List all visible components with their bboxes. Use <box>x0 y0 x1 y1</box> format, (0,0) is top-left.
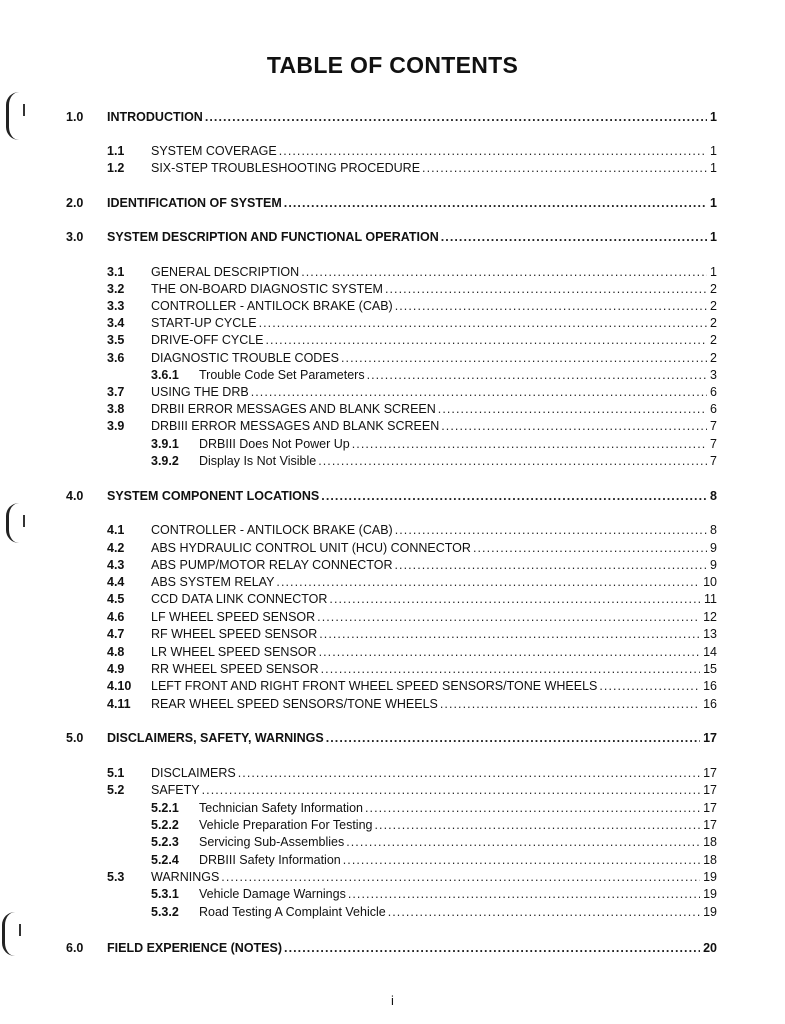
toc-entry <box>107 265 717 279</box>
toc-entry <box>107 419 717 433</box>
section-number: 5.2.4 <box>151 853 179 867</box>
page-reference: 17 <box>703 766 717 780</box>
page-reference: 8 <box>710 523 717 537</box>
page-reference: 1 <box>710 144 717 158</box>
toc-entry <box>107 575 717 589</box>
section-title: INTRODUCTION <box>107 110 203 124</box>
section-title: START-UP CYCLE <box>151 316 257 330</box>
section-number: 3.2 <box>107 282 125 296</box>
section-title: CONTROLLER - ANTILOCK BRAKE (CAB) <box>151 299 393 313</box>
section-title: Vehicle Damage Warnings <box>199 887 346 901</box>
toc-entry <box>151 454 717 468</box>
section-number: 3.4 <box>107 316 125 330</box>
section-title: DIAGNOSTIC TROUBLE CODES <box>151 351 339 365</box>
section-title: DRBIII ERROR MESSAGES AND BLANK SCREEN <box>151 419 440 433</box>
section-number: 3.9.1 <box>151 437 179 451</box>
section-number: 5.2 <box>107 783 125 797</box>
page-reference: 6 <box>710 402 717 416</box>
page-reference: 11 <box>704 592 717 606</box>
toc-entry <box>107 610 717 624</box>
dot-leader <box>259 316 707 330</box>
section-title: SYSTEM COVERAGE <box>151 144 277 158</box>
page-reference: 2 <box>710 316 717 330</box>
dot-leader <box>394 558 707 572</box>
section-title: Display Is Not Visible <box>199 454 317 468</box>
page-reference: 1 <box>710 230 717 244</box>
toc-entry <box>107 402 717 416</box>
dot-leader <box>473 541 707 555</box>
section-number: 3.5 <box>107 333 125 347</box>
section-number: 5.2.3 <box>151 835 179 849</box>
section-title: DRBIII Safety Information <box>199 853 341 867</box>
dot-leader <box>599 679 700 693</box>
section-number: 4.2 <box>107 541 125 555</box>
section-title: LF WHEEL SPEED SENSOR <box>151 610 316 624</box>
page-reference: 7 <box>710 454 717 468</box>
toc-entry <box>107 523 717 537</box>
section-number: 3.9.2 <box>151 454 179 468</box>
section-number: 3.8 <box>107 402 125 416</box>
toc-entry <box>107 783 717 797</box>
section-number: 1.1 <box>107 144 125 158</box>
dot-leader <box>317 610 700 624</box>
section-number: 4.6 <box>107 610 125 624</box>
toc-entry <box>107 541 717 555</box>
section-number: 1.2 <box>107 161 125 175</box>
dot-leader <box>422 161 707 175</box>
dot-leader <box>284 196 707 210</box>
binder-hole-mark <box>6 92 19 140</box>
section-number: 1.0 <box>66 110 84 124</box>
page-reference: 19 <box>703 905 717 919</box>
dot-leader <box>365 801 700 815</box>
page-reference: 14 <box>703 645 717 659</box>
section-number: 4.10 <box>107 679 132 693</box>
section-title: Technician Safety Information <box>199 801 363 815</box>
page-reference: 17 <box>703 801 717 815</box>
page-reference: 2 <box>710 333 717 347</box>
page-reference: 17 <box>703 818 717 832</box>
toc-entry <box>66 489 717 503</box>
section-title: DRBII ERROR MESSAGES AND BLANK SCREEN <box>151 402 436 416</box>
dot-leader <box>238 766 700 780</box>
dot-leader <box>266 333 708 347</box>
page-reference: 2 <box>710 351 717 365</box>
section-number: 5.3.1 <box>151 887 179 901</box>
toc-entry <box>66 110 717 124</box>
dot-leader <box>202 783 700 797</box>
toc-entry <box>107 662 717 676</box>
section-number: 4.4 <box>107 575 125 589</box>
dot-leader <box>321 489 707 503</box>
page-reference: 10 <box>703 575 717 589</box>
toc-entry <box>107 333 717 347</box>
toc-entry <box>107 161 717 175</box>
toc-entry <box>107 679 717 693</box>
toc-entry <box>151 368 717 382</box>
section-title: Vehicle Preparation For Testing <box>199 818 373 832</box>
toc-entry <box>107 316 717 330</box>
dot-leader <box>374 818 700 832</box>
section-number: 3.0 <box>66 230 84 244</box>
section-title: ABS HYDRAULIC CONTROL UNIT (HCU) CONNECTOR <box>151 541 471 555</box>
section-number: 4.5 <box>107 592 125 606</box>
page-reference: 2 <box>710 299 717 313</box>
page-reference: 3 <box>710 368 717 382</box>
toc-entry <box>107 351 717 365</box>
page-reference: 16 <box>703 679 717 693</box>
section-title: ABS PUMP/MOTOR RELAY CONNECTOR <box>151 558 393 572</box>
page-reference: 17 <box>703 783 717 797</box>
dot-leader <box>352 437 707 451</box>
section-number: 4.7 <box>107 627 125 641</box>
section-title: REAR WHEEL SPEED SENSORS/TONE WHEELS <box>151 697 438 711</box>
section-number: 4.9 <box>107 662 125 676</box>
section-title: LEFT FRONT AND RIGHT FRONT WHEEL SPEED SENSORS/TONE WHEELS <box>151 679 598 693</box>
page-reference: 18 <box>703 835 717 849</box>
section-number: 6.0 <box>66 941 84 955</box>
section-title: CCD DATA LINK CONNECTOR <box>151 592 328 606</box>
section-number: 3.7 <box>107 385 125 399</box>
section-title: THE ON-BOARD DIAGNOSTIC SYSTEM <box>151 282 383 296</box>
dot-leader <box>221 870 700 884</box>
dot-leader <box>329 592 701 606</box>
toc-entry <box>107 627 717 641</box>
toc-entry <box>66 731 717 745</box>
page-reference: 12 <box>703 610 717 624</box>
toc-entry <box>151 887 717 901</box>
toc-entry <box>151 835 717 849</box>
section-title: DRBIII Does Not Power Up <box>199 437 350 451</box>
section-title: SAFETY <box>151 783 200 797</box>
dot-leader <box>318 454 707 468</box>
section-number: 5.2.1 <box>151 801 179 815</box>
section-number: 4.3 <box>107 558 125 572</box>
dot-leader <box>367 368 707 382</box>
section-title: Servicing Sub-Assemblies <box>199 835 345 849</box>
page-reference: 15 <box>703 662 717 676</box>
section-number: 5.0 <box>66 731 84 745</box>
page-reference: 1 <box>710 161 717 175</box>
page-reference: 1 <box>710 265 717 279</box>
section-title: SYSTEM COMPONENT LOCATIONS <box>107 489 320 503</box>
dot-leader <box>385 282 707 296</box>
page-reference: 7 <box>710 437 717 451</box>
section-title: IDENTIFICATION OF SYSTEM <box>107 196 282 210</box>
page-reference: 6 <box>710 385 717 399</box>
section-title: USING THE DRB <box>151 385 249 399</box>
toc-entry <box>107 645 717 659</box>
dot-leader <box>279 144 707 158</box>
dot-leader <box>395 523 707 537</box>
toc-entry <box>151 818 717 832</box>
page-reference: 2 <box>710 282 717 296</box>
dot-leader <box>438 402 707 416</box>
section-title: GENERAL DESCRIPTION <box>151 265 300 279</box>
section-title: WARNINGS <box>151 870 220 884</box>
section-number: 4.8 <box>107 645 125 659</box>
toc-entry <box>107 870 717 884</box>
dot-leader <box>343 853 700 867</box>
binder-hole-mark <box>6 503 19 543</box>
section-number: 4.1 <box>107 523 125 537</box>
dot-leader <box>440 697 700 711</box>
page-reference: 16 <box>703 697 717 711</box>
section-number: 3.1 <box>107 265 125 279</box>
section-number: 3.6 <box>107 351 125 365</box>
page-number: i <box>391 993 394 1008</box>
page-reference: 18 <box>703 853 717 867</box>
section-title: Road Testing A Complaint Vehicle <box>199 905 386 919</box>
page-reference: 1 <box>710 196 717 210</box>
toc-entry <box>151 801 717 815</box>
section-number: 2.0 <box>66 196 84 210</box>
section-number: 4.11 <box>107 697 131 711</box>
section-title: FIELD EXPERIENCE (NOTES) <box>107 941 283 955</box>
section-number: 5.2.2 <box>151 818 179 832</box>
toc-entry <box>151 905 717 919</box>
page-reference: 17 <box>703 731 717 745</box>
page-reference: 9 <box>710 558 717 572</box>
toc-entry <box>107 282 717 296</box>
toc-entry <box>107 697 717 711</box>
toc-entry <box>107 766 717 780</box>
dot-leader <box>441 230 707 244</box>
section-title: Trouble Code Set Parameters <box>199 368 365 382</box>
toc-entry <box>66 941 717 955</box>
page-reference: 19 <box>703 870 717 884</box>
toc-entry <box>66 230 717 244</box>
page-reference: 8 <box>710 489 717 503</box>
section-number: 3.3 <box>107 299 125 313</box>
toc-entry <box>66 196 717 210</box>
page-reference: 20 <box>703 941 717 955</box>
section-title: DRIVE-OFF CYCLE <box>151 333 264 347</box>
section-number: 3.9 <box>107 419 125 433</box>
dot-leader <box>348 887 700 901</box>
section-number: 3.6.1 <box>151 368 179 382</box>
dot-leader <box>276 575 700 589</box>
dot-leader <box>341 351 707 365</box>
toc-entry <box>107 144 717 158</box>
section-title: RF WHEEL SPEED SENSOR <box>151 627 318 641</box>
section-number: 4.0 <box>66 489 84 503</box>
binder-hole-mark <box>2 912 15 956</box>
toc-entry <box>107 592 717 606</box>
dot-leader <box>319 627 700 641</box>
dot-leader <box>388 905 700 919</box>
toc-entry <box>107 558 717 572</box>
dot-leader <box>319 645 701 659</box>
section-number: 5.1 <box>107 766 125 780</box>
section-title: RR WHEEL SPEED SENSOR <box>151 662 319 676</box>
section-title: DISCLAIMERS, SAFETY, WARNINGS <box>107 731 324 745</box>
toc-entry <box>151 437 717 451</box>
section-title: LR WHEEL SPEED SENSOR <box>151 645 317 659</box>
page-reference: 19 <box>703 887 717 901</box>
dot-leader <box>321 662 700 676</box>
section-title: SIX-STEP TROUBLESHOOTING PROCEDURE <box>151 161 421 175</box>
dot-leader <box>251 385 707 399</box>
toc-entry <box>107 299 717 313</box>
dot-leader <box>326 731 700 745</box>
dot-leader <box>441 419 707 433</box>
toc-entry <box>151 853 717 867</box>
toc-entry <box>107 385 717 399</box>
page-reference: 9 <box>710 541 717 555</box>
dot-leader <box>395 299 707 313</box>
page-title: TABLE OF CONTENTS <box>266 52 519 78</box>
section-title: ABS SYSTEM RELAY <box>151 575 275 589</box>
section-title: DISCLAIMERS <box>151 766 236 780</box>
section-title: SYSTEM DESCRIPTION AND FUNCTIONAL OPERATION <box>107 230 439 244</box>
dot-leader <box>284 941 700 955</box>
section-number: 5.3.2 <box>151 905 179 919</box>
page-reference: 1 <box>710 110 717 124</box>
dot-leader <box>301 265 707 279</box>
section-title: CONTROLLER - ANTILOCK BRAKE (CAB) <box>151 523 393 537</box>
page-reference: 13 <box>703 627 717 641</box>
dot-leader <box>205 110 707 124</box>
section-number: 5.3 <box>107 870 125 884</box>
dot-leader <box>346 835 700 849</box>
page-reference: 7 <box>710 419 717 433</box>
